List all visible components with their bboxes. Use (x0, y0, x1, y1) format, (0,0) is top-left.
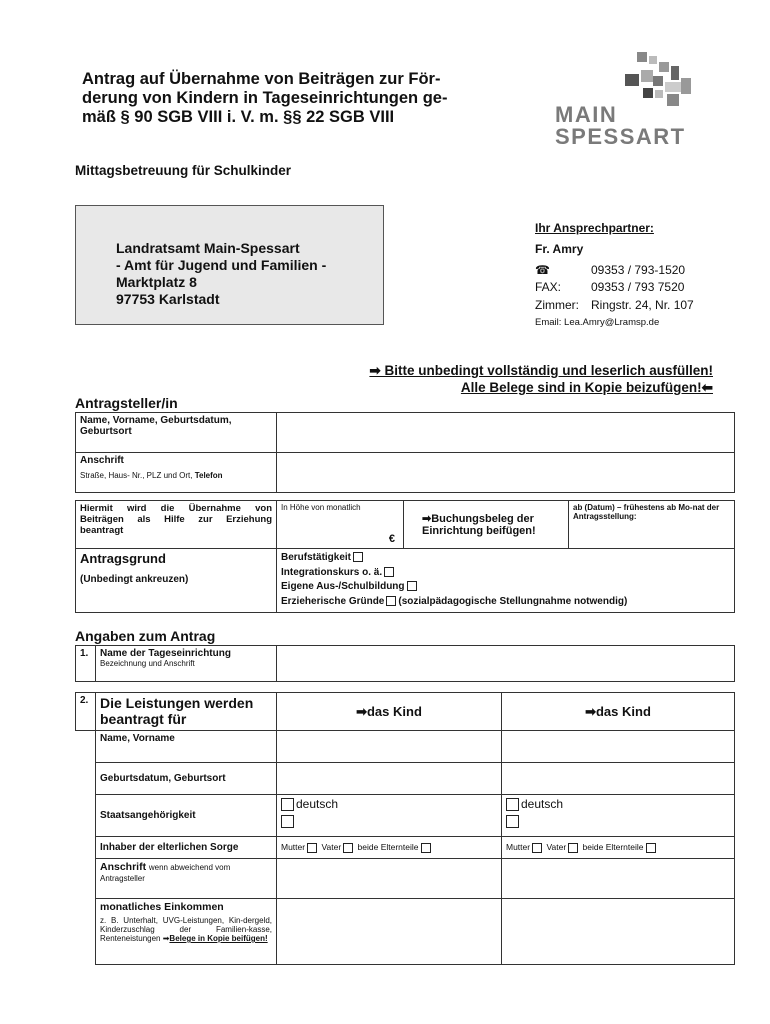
child-2-name-field[interactable] (502, 731, 735, 763)
phone-icon: ☎ (535, 263, 550, 277)
child-2-father-checkbox[interactable] (568, 843, 578, 853)
request-text: Hiermit wird die Übernahme von Beiträgen als Hilfe zur Erziehung beantragt (76, 501, 277, 549)
logo-mosaic-icon (623, 52, 693, 110)
notice-line-2: Alle Belege sind in Kopie beizufügen!⬅ (460, 380, 713, 395)
recipient-address-box (75, 205, 384, 325)
applicant-address-field[interactable] (277, 453, 735, 493)
child-2-income-field[interactable] (502, 899, 735, 965)
child-1-mother-label: Mutter (281, 842, 306, 853)
child-2-nationality (502, 795, 735, 837)
fill-notice (369, 362, 713, 396)
child-2-mother-label: Mutter (506, 842, 531, 853)
address-hint-bold: Telefon (194, 471, 223, 480)
income-receipts-note: Belege in Kopie beifügen! (169, 934, 268, 943)
child-address-hint: wenn abweichend vom Antragsteller (100, 863, 231, 883)
child-1-name-field[interactable] (277, 731, 502, 763)
custody-label: Inhaber der elterlichen Sorge (96, 837, 277, 859)
from-date-field[interactable]: ab (Datum) – frühestens ab Mo-nat der Antragsstellung: (569, 501, 735, 549)
contact-name: Fr. Amry (535, 242, 584, 256)
reason-employment-checkbox[interactable] (353, 552, 363, 562)
child-1-father-checkbox[interactable] (343, 843, 353, 853)
child-1-custody (277, 837, 502, 859)
child-1-mother-checkbox[interactable] (307, 843, 317, 853)
applicant-name-field[interactable] (277, 413, 735, 453)
applicant-address-label (76, 453, 277, 493)
facility-field[interactable] (277, 646, 735, 682)
contact-heading: Ihr Ansprechpartner: (535, 221, 654, 235)
reason-options (277, 549, 735, 613)
title-line-2: derung von Kindern in Tageseinrichtungen ge- (82, 89, 448, 107)
request-table (75, 500, 735, 613)
reason-education-checkbox[interactable] (407, 581, 417, 591)
income-label: monatliches Einkommen (100, 901, 224, 913)
child-address-label: Anschrift (100, 861, 147, 873)
address-line-1: Landratsamt Main-Spessart (116, 240, 300, 256)
main-spessart-logo (555, 52, 695, 152)
child-2-german-label: deutsch (521, 797, 564, 811)
child-1-german-label: deutsch (296, 797, 339, 811)
child-2-german-checkbox[interactable] (506, 798, 519, 811)
applicant-table (75, 412, 735, 493)
child-2-both-checkbox[interactable] (646, 843, 656, 853)
child-1-german-checkbox[interactable] (281, 798, 294, 811)
reason-option-education: Eigene Aus-/Schulbildung (281, 581, 405, 592)
child-2-both-label: beide Elternteile (582, 842, 644, 853)
child-2-mother-checkbox[interactable] (532, 843, 542, 853)
facility-label: Name der Tageseinrichtung (100, 648, 231, 659)
reason-option-employment: Berufstätigkeit (281, 552, 352, 563)
child-1-header: ➡das Kind (277, 693, 502, 731)
notice-line-1: ➡ Bitte unbedingt vollständig und leserlich ausfüllen! (369, 363, 713, 378)
children-table (75, 692, 735, 965)
reason-hint: (Unbedingt ankreuzen) (80, 574, 189, 585)
form-subtitle: Mittagsbetreuung für Schulkinder (75, 163, 292, 178)
amount-field[interactable] (277, 501, 404, 549)
child-2-address-field[interactable] (502, 859, 735, 899)
contact-room: Ringstr. 24, Nr. 107 (591, 298, 694, 312)
income-label-cell (96, 899, 277, 965)
benefits-for-label: Die Leistungen werden beantragt für (96, 693, 277, 731)
details-heading: Angaben zum Antrag (75, 628, 216, 644)
contact-block (535, 220, 755, 331)
contact-email[interactable]: Lea.Amry@Lramsp.de (564, 317, 660, 328)
child-1-address-field[interactable] (277, 859, 502, 899)
child-2-custody (502, 837, 735, 859)
address-line-3: Marktplatz 8 (116, 274, 197, 290)
address-line-2: - Amt für Jugend und Familien - (116, 257, 327, 273)
child-address-label-cell (96, 859, 277, 899)
logo-text-spessart: SPESSART (555, 124, 686, 149)
reason-heading: Antragsgrund (80, 551, 166, 566)
facility-label-cell (96, 646, 277, 682)
child-2-father-label: Vater (546, 842, 567, 853)
facility-table (75, 645, 735, 682)
item1-number: 1. (76, 646, 96, 682)
reason-integration-checkbox[interactable] (384, 567, 394, 577)
child-1-both-checkbox[interactable] (421, 843, 431, 853)
income-hint: z. B. Unterhalt, UVG-Leistungen, Kin-dergeld, Kinderzuschlag der Familien-kasse, Renteneistungen ➡ (100, 916, 272, 943)
child-1-father-label: Vater (321, 842, 342, 853)
reason-educational-checkbox[interactable] (386, 596, 396, 606)
child-2-header: ➡das Kind (502, 693, 735, 731)
contact-fax: 09353 / 793 7520 (591, 280, 685, 294)
logo-text-main: MAIN (555, 102, 618, 127)
address-label: Anschrift (80, 455, 124, 466)
booking-note: ➡Buchungsbeleg der Einrichtung beifügen! (404, 501, 569, 549)
reason-label-cell (76, 549, 277, 613)
child-2-other-checkbox[interactable] (506, 815, 519, 828)
child-name-label: Name, Vorname (96, 731, 277, 763)
applicant-heading: Antragsteller/in (75, 395, 178, 411)
title-line-3: mäß § 90 SGB VIII i. V. m. §§ 22 SGB VIII (82, 108, 395, 126)
form-title (82, 70, 512, 127)
applicant-name-label: Name, Vorname, Geburtsdatum, Geburtsort (76, 413, 277, 453)
title-line-1: Antrag auf Übernahme von Beiträgen zur För- (82, 70, 441, 88)
email-label: Email: (535, 317, 562, 328)
item2-number: 2. (76, 693, 96, 731)
room-label: Zimmer: (535, 298, 579, 312)
reason-option-integration: Integrationskurs o. ä. (281, 566, 383, 578)
facility-hint: Bezeichnung und Anschrift (100, 659, 195, 668)
child-1-birth-field[interactable] (277, 763, 502, 795)
child-1-income-field[interactable] (277, 899, 502, 965)
reason-option4-note: (sozialpädagogische Stellungnahme notwendig) (398, 595, 628, 607)
address-hint: Straße, Haus- Nr., PLZ und Ort, (80, 471, 193, 480)
child-birth-label: Geburtsdatum, Geburtsort (96, 763, 277, 795)
currency-label: € (388, 533, 395, 545)
child-2-birth-field[interactable] (502, 763, 735, 795)
address-line-4: 97753 Karlstadt (116, 291, 220, 307)
child-1-nationality (277, 795, 502, 837)
child-nationality-label: Staatsangehörigkeit (96, 795, 277, 837)
contact-phone: 09353 / 793-1520 (591, 263, 686, 277)
amount-label: In Höhe von monatlich (281, 503, 361, 512)
child-1-other-checkbox[interactable] (281, 815, 294, 828)
child-1-both-label: beide Elternteile (357, 842, 419, 853)
reason-option-educational: Erzieherische Gründe (281, 595, 385, 607)
fax-label: FAX: (535, 280, 562, 294)
